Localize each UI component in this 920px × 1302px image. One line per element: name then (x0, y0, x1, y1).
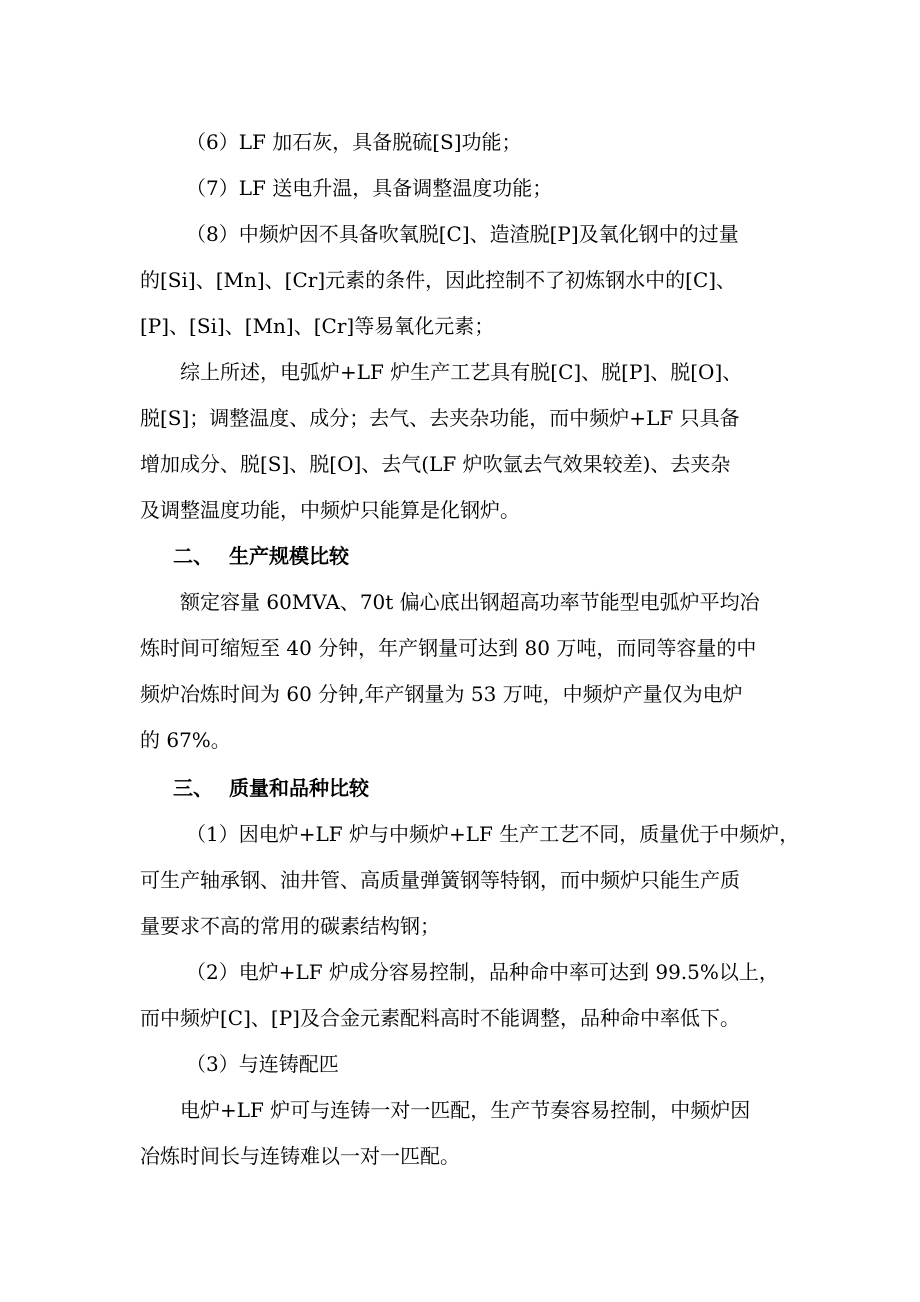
paragraph-line: 额定容量 60MVA、70t 偏心底出钢超高功率节能型电弧炉平均冶 (180, 590, 760, 614)
section-title: 质量和品种比较 (229, 776, 369, 800)
section-number: 二、 (173, 544, 213, 568)
paragraph-line: （3）与连铸配匹 (186, 1052, 339, 1076)
paragraph-line: 冶炼时间长与连铸难以一对一匹配。 (140, 1144, 460, 1168)
paragraph-line: 量要求不高的常用的碳素结构钢； (140, 914, 440, 938)
paragraph-line: （2）电炉+LF 炉成分容易控制，品种命中率可达到 99.5%以上， (186, 960, 779, 984)
paragraph-line: 频炉冶炼时间为 60 分钟,年产钢量为 53 万吨，中频炉产量仅为电炉 (140, 682, 743, 706)
paragraph-line: （7）LF 送电升温，具备调整温度功能； (186, 176, 553, 200)
paragraph-line: 而中频炉[C]、[P]及合金元素配料高时不能调整，品种命中率低下。 (140, 1006, 740, 1030)
paragraph-line: 电炉+LF 炉可与连铸一对一匹配，生产节奏容易控制，中频炉因 (180, 1098, 751, 1122)
section-heading-quality-variety (0, 765, 920, 811)
section-title: 生产规模比较 (229, 544, 349, 568)
paragraph-line: （8）中频炉因不具备吹氧脱[C]、造渣脱[P]及氧化钢中的过量 (186, 222, 739, 246)
paragraph-line: （1）因电炉+LF 炉与中频炉+LF 生产工艺不同，质量优于中频炉， (186, 822, 800, 846)
section-number: 三、 (173, 776, 213, 800)
paragraph-line: 炼时间可缩短至 40 分钟，年产钢量可达到 80 万吨，而同等容量的中 (140, 636, 757, 660)
paragraph-line: 可生产轴承钢、油井管、高质量弹簧钢等特钢，而中频炉只能生产质 (140, 868, 740, 892)
section-heading-production-scale (0, 533, 920, 579)
paragraph-line: 的[Si]、[Mn]、[Cr]元素的条件，因此控制不了初炼钢水中的[C]、 (140, 268, 737, 292)
paragraph-line: [P]、[Si]、[Mn]、[Cr]等易氧化元素； (140, 314, 495, 338)
paragraph-line: 脱[S]；调整温度、成分；去气、去夹杂功能，而中频炉+LF 只具备 (140, 406, 740, 430)
paragraph-line: 及调整温度功能，中频炉只能算是化钢炉。 (140, 498, 520, 522)
paragraph-line: 的 67%。 (140, 728, 231, 752)
paragraph-line: 综上所述，电弧炉+LF 炉生产工艺具有脱[C]、脱[P]、脱[O]、 (180, 360, 743, 384)
paragraph-line: （6）LF 加石灰，具备脱硫[S]功能； (186, 130, 522, 154)
paragraph-line: 增加成分、脱[S]、脱[O]、去气(LF 炉吹氩去气效果较差)、去夹杂 (140, 452, 731, 476)
